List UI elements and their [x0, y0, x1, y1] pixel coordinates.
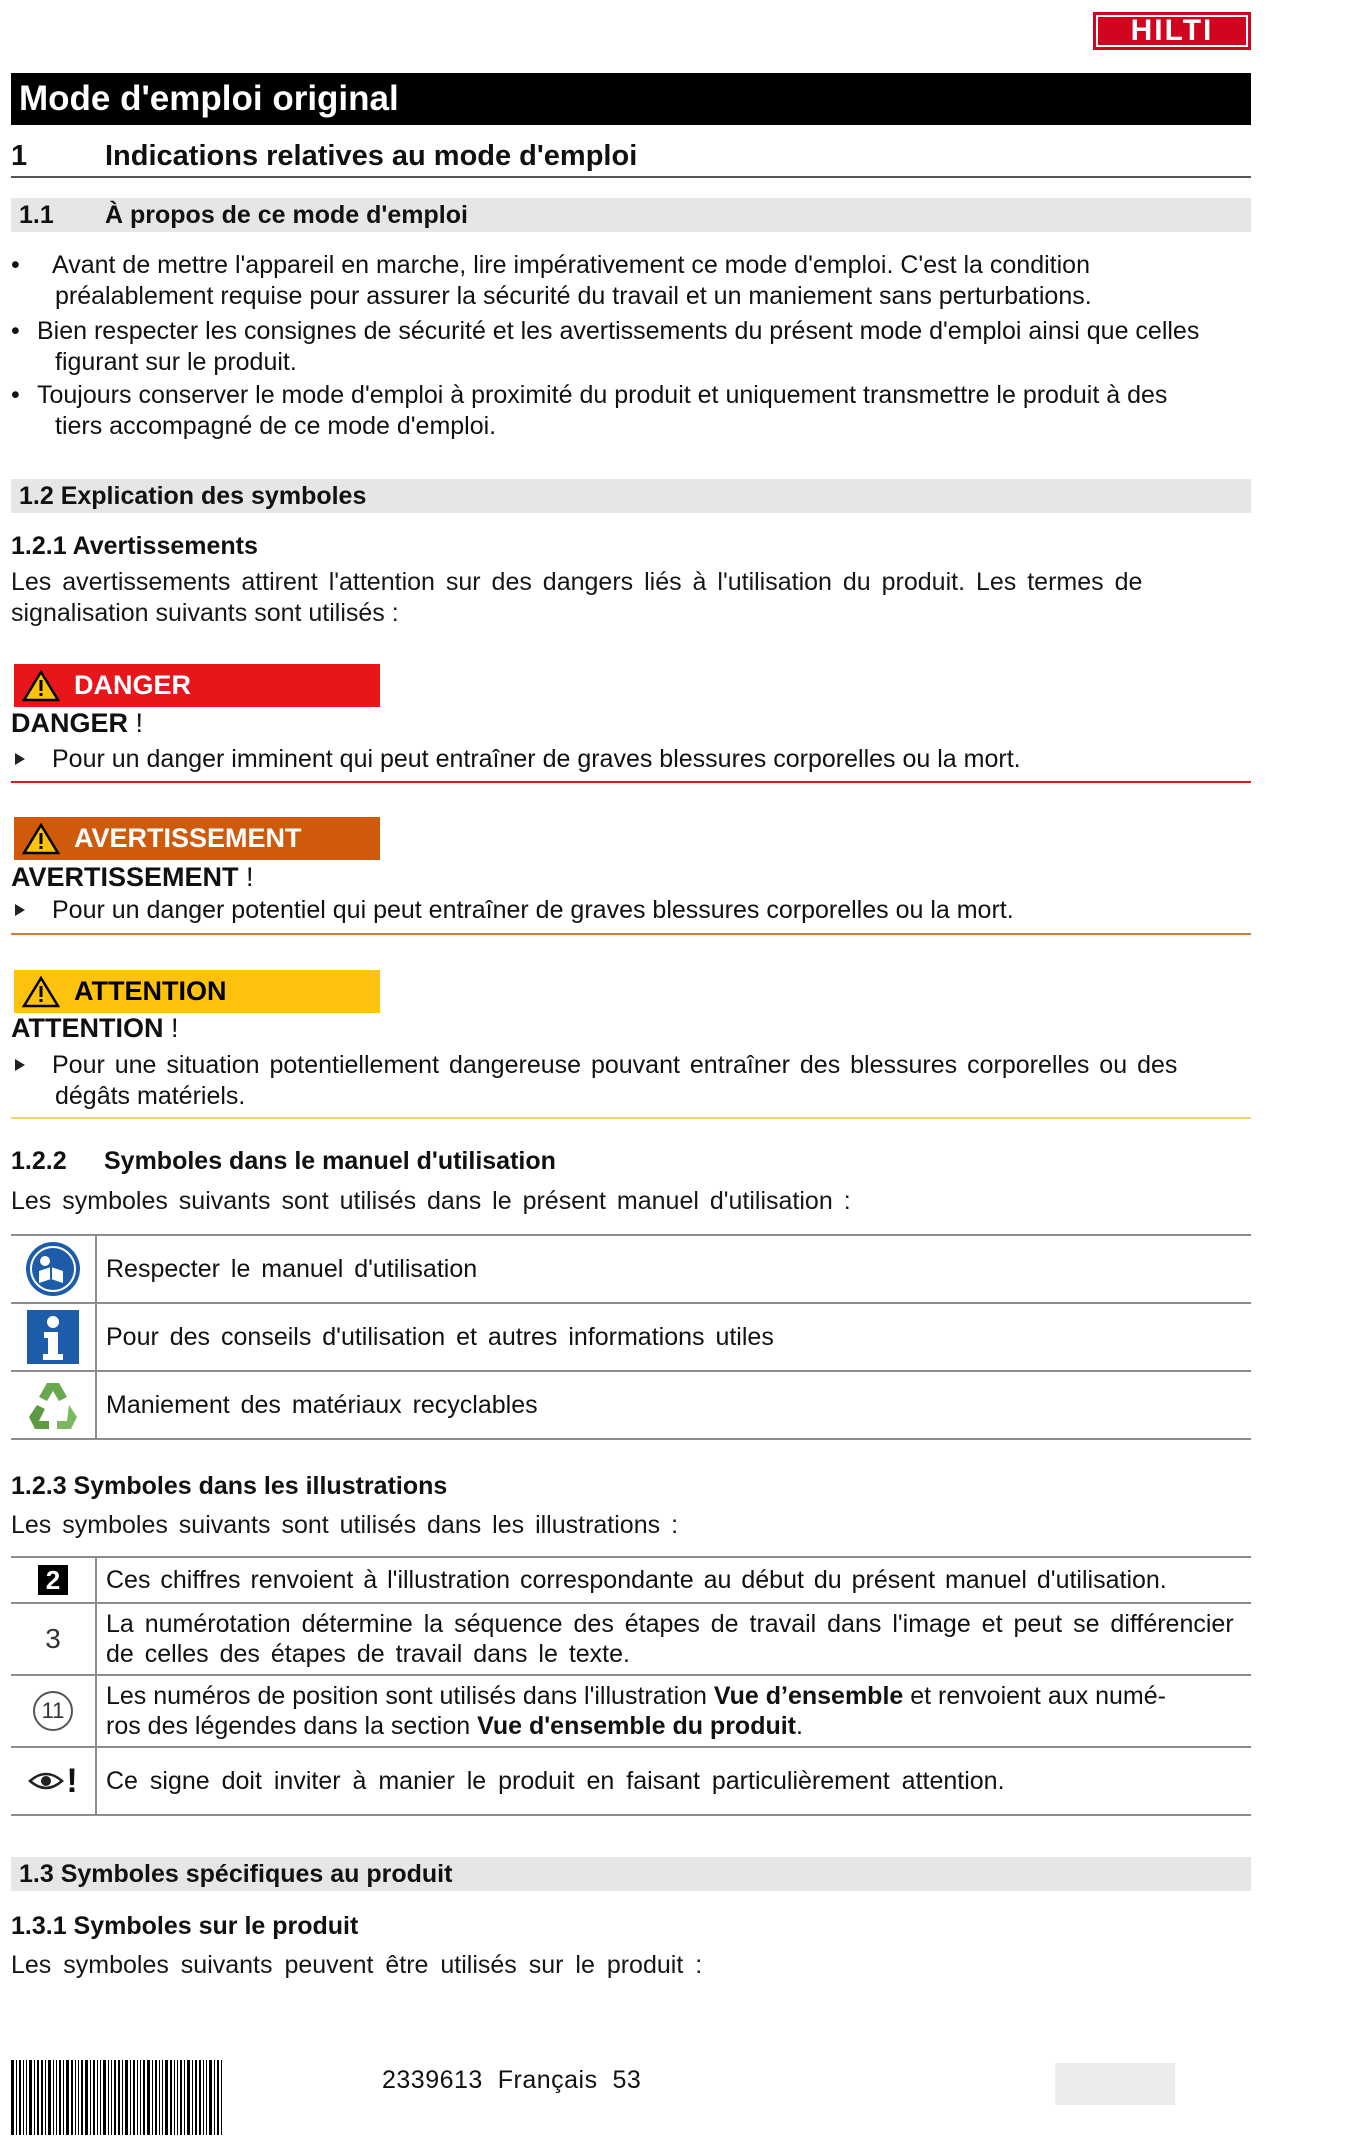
page-title: Mode d'emploi original — [11, 73, 1251, 125]
section-number: 1 — [11, 140, 28, 172]
arrow-bullet-icon — [15, 904, 25, 916]
bullet-line: préalablement requise pour assurer la sécurité du travail et un maniement sans perturbations. — [55, 282, 1092, 310]
barcode-bar — [59, 2060, 61, 2135]
text-part: . — [796, 1712, 803, 1740]
description-line: Pour un danger potentiel qui peut entraîner de graves blessures corporelles ou la mort. — [52, 896, 1014, 924]
barcode-bar — [81, 2060, 83, 2135]
warning-triangle-icon — [22, 670, 60, 702]
barcode-bar — [187, 2060, 190, 2135]
barcode-bar — [195, 2060, 197, 2135]
table-row — [11, 1236, 1251, 1304]
barcode-bar — [133, 2060, 135, 2135]
barcode-bar — [174, 2060, 175, 2135]
illustration-symbols-intro: Les symboles suivants sont utilisés dans les illustrations : — [11, 1511, 679, 1539]
intro-line: signalisation suivants sont utilisés : — [11, 599, 399, 627]
barcode-bar — [162, 2060, 163, 2135]
barcode-bar — [26, 2060, 27, 2135]
bullet-icon: • — [11, 317, 20, 345]
section-1-3-heading: 1.3 Symboles spécifiques au produit — [11, 1857, 1251, 1891]
arrow-bullet-icon — [15, 753, 25, 765]
intro-line: Les avertissements attirent l'attention sur des dangers liés à l'utilisation du produit. Les termes de — [11, 568, 1143, 596]
avertissement-tag-label: AVERTISSEMENT — [74, 823, 302, 853]
barcode-bar — [90, 2060, 91, 2135]
barcode-bar — [143, 2060, 145, 2135]
exclamation-mark: ! — [128, 708, 144, 738]
page-footer — [382, 2066, 641, 2095]
barcode-bar — [45, 2060, 46, 2135]
page-number: 53 — [612, 2066, 642, 2094]
description-line: Pour une situation potentiellement dangereuse pouvant entraîner des blessures corporelles ou des — [52, 1051, 1178, 1079]
row-text-line: La numérotation détermine la séquence des étapes de travail dans l'image et peut se différencier — [106, 1610, 1234, 1638]
barcode-bar — [147, 2060, 150, 2135]
bullet-line: Avant de mettre l'appareil en marche, lire impérativement ce mode d'emploi. C'est la condition — [52, 251, 1090, 279]
barcode-bar — [217, 2060, 219, 2135]
barcode-bar — [63, 2060, 64, 2135]
barcode-bar — [130, 2060, 131, 2135]
text-part: et renvoient aux numé- — [903, 1682, 1166, 1710]
barcode-bar — [122, 2060, 123, 2135]
manual-symbols-intro: Les symboles suivants sont utilisés dans le présent manuel d'utilisation : — [11, 1187, 851, 1215]
barcode-bar — [192, 2060, 193, 2135]
avertissement-description — [11, 895, 1251, 926]
section-1-2-heading: 1.2 Explication des symboles — [11, 479, 1251, 513]
section-title: Symboles dans le manuel d'utilisation — [104, 1147, 556, 1175]
bullet-line: tiers accompagné de ce mode d'emploi. — [55, 412, 497, 440]
barcode-bar — [29, 2060, 32, 2135]
product-symbols-intro: Les symboles suivants peuvent être utilisés sur le produit : — [11, 1951, 703, 1979]
barcode-bar — [16, 2060, 17, 2135]
row-text — [106, 1748, 1356, 1814]
manual-reader-icon — [25, 1241, 81, 1297]
table-row — [11, 1372, 1251, 1440]
danger-tag — [14, 664, 380, 707]
warnings-intro — [11, 567, 1251, 629]
barcode-bar — [165, 2060, 168, 2135]
barcode-bar — [66, 2060, 69, 2135]
section-title: Indications relatives au mode d'emploi — [105, 140, 638, 172]
icon-cell — [11, 1372, 97, 1438]
barcode-bar — [209, 2060, 212, 2135]
barcode-bar — [214, 2060, 215, 2135]
table-row — [11, 1676, 1251, 1748]
bullet-icon: • — [11, 251, 20, 279]
icon-cell — [11, 1558, 97, 1602]
avertissement-tag — [14, 817, 380, 860]
barcode-bar — [41, 2060, 43, 2135]
barcode-bar — [93, 2060, 95, 2135]
barcode-bar — [97, 2060, 98, 2135]
barcode — [11, 2060, 351, 2135]
barcode-bar — [118, 2060, 120, 2135]
arrow-bullet-icon — [15, 1059, 25, 1071]
recycle-icon — [25, 1377, 81, 1433]
section-1-heading — [11, 140, 1251, 178]
barcode-bar — [180, 2060, 182, 2135]
table-row — [11, 1748, 1251, 1816]
signal-word-text: DANGER — [11, 708, 129, 738]
barcode-bar — [155, 2060, 157, 2135]
barcode-bar — [111, 2060, 112, 2135]
barcode-bar — [125, 2060, 128, 2135]
barcode-bar — [85, 2060, 88, 2135]
barcode-bar — [100, 2060, 101, 2135]
icon-cell — [11, 1304, 97, 1370]
barcode-bar — [78, 2060, 79, 2135]
section-number: 1.2.2 — [11, 1147, 67, 1175]
signal-word-text: ATTENTION — [11, 1013, 164, 1043]
barcode-bar — [34, 2060, 35, 2135]
position-number-icon: 11 — [33, 1691, 73, 1731]
row-text-line — [106, 1711, 803, 1741]
danger-signal-word — [11, 708, 143, 739]
bullet-line: figurant sur le produit. — [55, 348, 297, 376]
barcode-bar — [103, 2060, 106, 2135]
barcode-bar — [53, 2060, 54, 2135]
row-text-line: de celles des étapes de travail dans le texte. — [106, 1640, 630, 1668]
warning-triangle-icon — [22, 976, 60, 1008]
danger-description — [11, 744, 1251, 775]
barcode-bar — [71, 2060, 73, 2135]
section-1-3-1-heading: 1.3.1 Symboles sur le produit — [11, 1912, 359, 1940]
table-row — [11, 1304, 1251, 1372]
figure-number-icon: 2 — [38, 1565, 68, 1595]
barcode-bar — [37, 2060, 39, 2135]
barcode-bar — [170, 2060, 172, 2135]
barcode-bar — [11, 2060, 14, 2135]
icon-cell — [11, 1676, 97, 1746]
barcode-bar — [108, 2060, 109, 2135]
footer-grey-box — [1055, 2063, 1175, 2105]
language-label: Français — [497, 2066, 598, 2094]
row-text-line: Ce signe doit inviter à manier le produit en faisant particulièrement attention. — [106, 1767, 1005, 1795]
attention-signal-word — [11, 1013, 179, 1044]
section-1-1-heading — [11, 198, 1251, 232]
text-part: Les numéros de position sont utilisés dans l'illustration — [106, 1682, 714, 1710]
danger-tag-label: DANGER — [74, 670, 192, 700]
bullet-line: Toujours conserver le mode d'emploi à proximité du produit et uniquement transmettre le produit à des — [37, 381, 1168, 409]
bullet-line: Bien respecter les consignes de sécurité et les avertissements du présent mode d'emploi ainsi que celles — [37, 317, 1200, 345]
table-row — [11, 1558, 1251, 1604]
danger-divider — [11, 781, 1251, 783]
text-part-bold: Vue d'ensemble du produit — [477, 1712, 797, 1740]
barcode-bar — [184, 2060, 185, 2135]
section-title: À propos de ce mode d'emploi — [105, 201, 468, 229]
icon-cell — [11, 1604, 97, 1674]
section-number: 1.1 — [19, 201, 54, 229]
barcode-bar — [203, 2060, 204, 2135]
bullet-icon: • — [11, 381, 20, 409]
barcode-bar — [206, 2060, 207, 2135]
row-text — [106, 1676, 1356, 1746]
avertissement-divider — [11, 933, 1251, 935]
hilti-logo: HILTI — [1093, 12, 1251, 50]
list-item — [11, 380, 1356, 442]
exclamation-glyph: ! — [66, 1761, 78, 1800]
document-number: 2339613 — [382, 2066, 483, 2094]
barcode-bar — [152, 2060, 153, 2135]
barcode-bar — [75, 2060, 76, 2135]
barcode-bar — [114, 2060, 116, 2135]
description-line: dégâts matériels. — [55, 1082, 246, 1110]
attention-tag-label: ATTENTION — [74, 976, 227, 1006]
exclamation-mark: ! — [238, 862, 254, 892]
barcode-bar — [159, 2060, 160, 2135]
section-1-2-1-heading: 1.2.1 Avertissements — [11, 532, 258, 560]
info-icon — [27, 1310, 79, 1364]
section-1-2-3-heading: 1.2.3 Symboles dans les illustrations — [11, 1472, 448, 1500]
barcode-bar — [56, 2060, 57, 2135]
attention-eye-icon — [28, 1769, 64, 1793]
barcode-bar — [177, 2060, 178, 2135]
row-text — [106, 1558, 1356, 1602]
row-text-line: Ces chiffres renvoient à l'illustration correspondante au début du présent manuel d'utilisation. — [106, 1566, 1167, 1594]
table-row — [11, 1604, 1251, 1676]
signal-word-text: AVERTISSEMENT — [11, 862, 239, 892]
step-number-icon: 3 — [45, 1623, 61, 1654]
text-part: ros des légendes dans la section — [106, 1712, 478, 1740]
barcode-bar — [19, 2060, 21, 2135]
attention-description — [11, 1050, 1251, 1112]
warning-triangle-icon — [22, 823, 60, 855]
exclamation-mark: ! — [163, 1013, 179, 1043]
attention-divider — [11, 1117, 1251, 1119]
row-text — [106, 1604, 1356, 1674]
avertissement-signal-word — [11, 862, 254, 893]
row-text: Pour des conseils d'utilisation et autres informations utiles — [106, 1323, 774, 1351]
section-1-2-2-heading — [11, 1147, 556, 1176]
barcode-bar — [48, 2060, 51, 2135]
list-item — [11, 316, 1356, 378]
attention-tag — [14, 970, 380, 1013]
barcode-bar — [137, 2060, 138, 2135]
icon-cell — [11, 1748, 97, 1814]
barcode-bar — [199, 2060, 201, 2135]
barcode-bar — [140, 2060, 141, 2135]
barcode-bar — [23, 2060, 24, 2135]
icon-cell — [11, 1236, 97, 1302]
row-text: Maniement des matériaux recyclables — [106, 1391, 538, 1419]
barcode-bar — [221, 2060, 222, 2135]
list-item — [11, 250, 1356, 312]
row-text: Respecter le manuel d'utilisation — [106, 1255, 478, 1283]
description-line: Pour un danger imminent qui peut entraîner de graves blessures corporelles ou la mort. — [52, 745, 1021, 773]
text-part-bold: Vue d’ensemble — [713, 1682, 904, 1710]
row-text-line — [106, 1681, 1166, 1711]
